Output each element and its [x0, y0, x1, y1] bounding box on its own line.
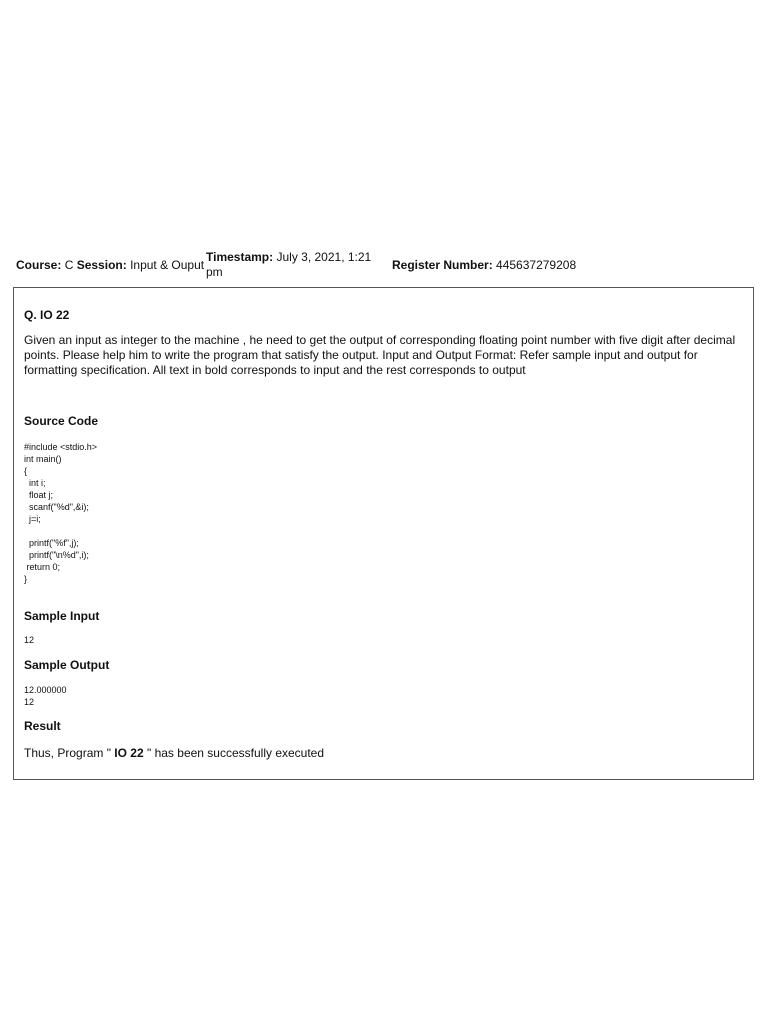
timestamp-value: July 3, 2021, 1:21 pm — [206, 250, 372, 279]
register-label: Register Number: — [392, 258, 493, 272]
sample-input-line: 12 — [24, 635, 35, 645]
sample-input-heading: Sample Input — [24, 609, 100, 623]
source-code-block: #include <stdio.h> int main() { int i; float j; scanf("%d",&i); j=i; printf("%f",j); printf("\n%d",i); return 0; } — [24, 442, 98, 584]
question-title: Q. IO 22 — [24, 308, 70, 322]
timestamp-info — [206, 250, 381, 280]
submission-header — [16, 250, 756, 286]
course-label: Course: — [16, 258, 62, 272]
question-description: Given an input as integer to the machine , he need to get the output of corresponding floating point number with five digit after decimal points. Please help him to write the program that satisfy the output. Input and Output Format: Refer sample input and output for formatting specification. All text in bold corresponds to input and the rest corresponds to output — [24, 333, 736, 377]
register-value: 445637279208 — [496, 258, 577, 272]
result-text — [24, 746, 324, 760]
session-value: Input & Ouput — [130, 258, 205, 272]
result-program-name: IO 22 — [114, 746, 144, 760]
session-label: Session: — [76, 258, 127, 272]
result-prefix: Thus, Program " — [24, 746, 115, 760]
sample-output-line: 12.000000 — [24, 685, 67, 695]
timestamp-label: Timestamp: — [206, 250, 274, 264]
source-code-heading: Source Code — [24, 414, 99, 428]
result-heading: Result — [24, 719, 61, 733]
course-value: C — [64, 258, 74, 272]
course-session-info — [16, 258, 206, 273]
sample-output-heading: Sample Output — [24, 658, 110, 672]
result-suffix: " has been successfully executed — [143, 746, 325, 760]
register-number-info — [392, 258, 652, 273]
question-panel — [13, 287, 754, 780]
sample-output-line: 12 — [24, 697, 35, 707]
